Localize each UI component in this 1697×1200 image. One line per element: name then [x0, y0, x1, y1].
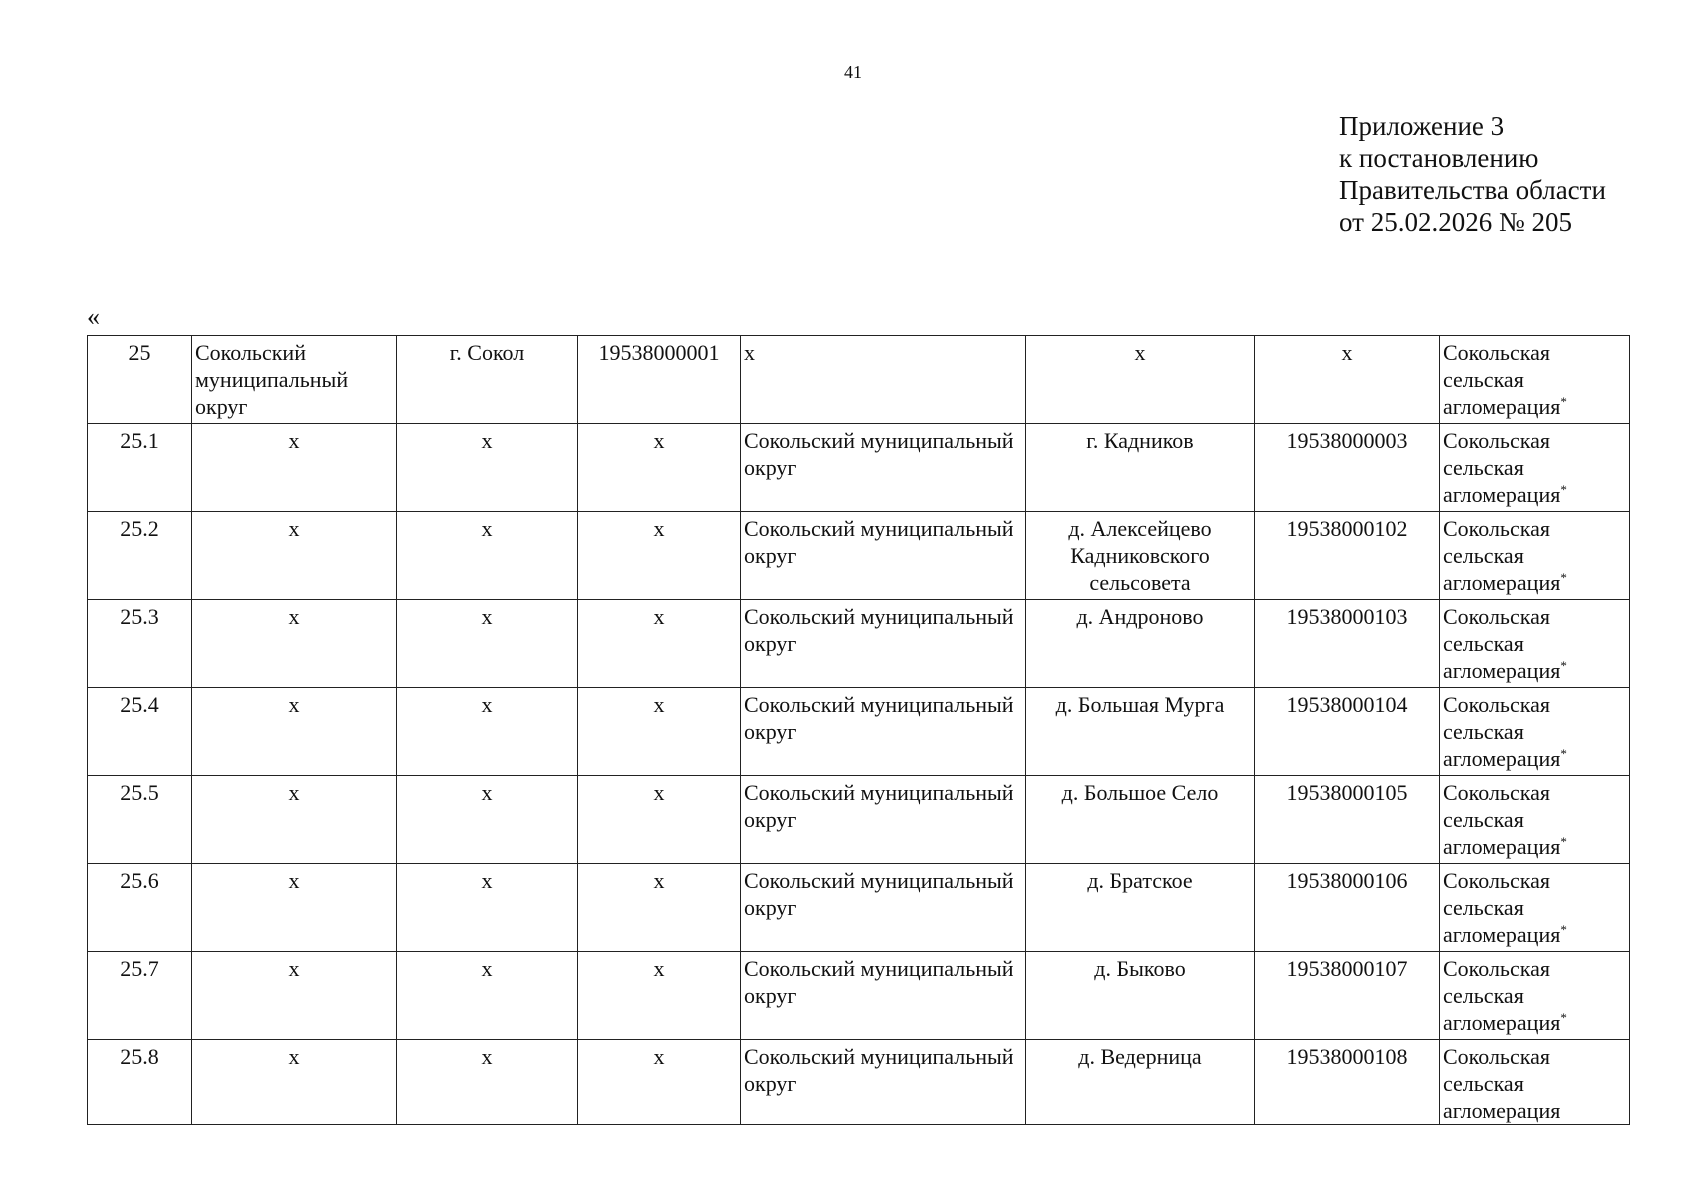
included-settlement-cell: д. Алексейцево Кадниковского сельсовета	[1026, 512, 1255, 600]
agglomeration-name: Сокольская сельская агломерация	[1443, 516, 1561, 595]
included-municipality-cell: Сокольский муниципальный округ	[741, 1040, 1026, 1125]
oktmo-code-cell: х	[578, 512, 741, 600]
footnote-mark: *	[1560, 922, 1567, 937]
included-settlement-cell: д. Большая Мурга	[1026, 688, 1255, 776]
row-number: 25.4	[88, 688, 192, 776]
included-settlement-cell: д. Ведерница	[1026, 1040, 1255, 1125]
municipality-cell: х	[192, 1040, 397, 1125]
municipality-cell: х	[192, 952, 397, 1040]
oktmo-code-cell: х	[578, 864, 741, 952]
row-number: 25.7	[88, 952, 192, 1040]
agglomeration-cell	[1440, 952, 1630, 1040]
appendix-line-2: к постановлению	[1339, 143, 1539, 173]
row-number: 25.3	[88, 600, 192, 688]
settlement-cell: х	[397, 776, 578, 864]
settlement-cell: х	[397, 864, 578, 952]
agglomeration-name: Сокольская сельская агломерация	[1443, 1044, 1561, 1123]
settlement-cell: х	[397, 600, 578, 688]
oktmo-code-cell: 19538000001	[578, 336, 741, 424]
included-oktmo-code-cell: 19538000105	[1255, 776, 1440, 864]
included-municipality-cell: х	[741, 336, 1026, 424]
settlement-cell: х	[397, 424, 578, 512]
agglomeration-name: Сокольская сельская агломерация	[1443, 340, 1561, 419]
included-settlement-cell: г. Кадников	[1026, 424, 1255, 512]
page-number: 41	[844, 62, 862, 82]
appendix-date-number: от 25.02.2026 № 205	[1339, 207, 1572, 237]
oktmo-code-cell: х	[578, 424, 741, 512]
agglomeration-cell	[1440, 336, 1630, 424]
municipality-cell: х	[192, 688, 397, 776]
included-municipality-cell: Сокольский муниципальный округ	[741, 776, 1026, 864]
settlement-cell: х	[397, 512, 578, 600]
table-row	[88, 952, 1630, 1040]
table-row	[88, 776, 1630, 864]
footnote-mark: *	[1560, 1010, 1567, 1025]
table-row	[88, 336, 1630, 424]
included-municipality-cell: Сокольский муниципальный округ	[741, 864, 1026, 952]
municipality-cell: Сокольский муниципальный округ	[192, 336, 397, 424]
included-oktmo-code-cell: 19538000107	[1255, 952, 1440, 1040]
table-row	[88, 688, 1630, 776]
included-oktmo-code-cell: х	[1255, 336, 1440, 424]
appendix-title: Приложение 3	[1339, 111, 1505, 141]
municipality-cell: х	[192, 512, 397, 600]
table-row	[88, 512, 1630, 600]
agglomeration-name: Сокольская сельская агломерация	[1443, 956, 1561, 1035]
included-municipality-cell: Сокольский муниципальный округ	[741, 600, 1026, 688]
included-settlement-cell: д. Быково	[1026, 952, 1255, 1040]
settlement-cell: х	[397, 1040, 578, 1125]
agglomeration-name: Сокольская сельская агломерация	[1443, 868, 1561, 947]
included-settlement-cell: х	[1026, 336, 1255, 424]
row-number: 25.2	[88, 512, 192, 600]
appendix-line-3: Правительства области	[1339, 175, 1606, 205]
row-number: 25.1	[88, 424, 192, 512]
table-row	[88, 1040, 1630, 1125]
row-number: 25.8	[88, 1040, 192, 1125]
appendix-header	[1339, 110, 1606, 238]
municipality-cell: х	[192, 600, 397, 688]
included-oktmo-code-cell: 19538000003	[1255, 424, 1440, 512]
agglomeration-cell	[1440, 776, 1630, 864]
oktmo-code-cell: х	[578, 1040, 741, 1125]
municipality-cell: х	[192, 864, 397, 952]
oktmo-code-cell: х	[578, 952, 741, 1040]
agglomeration-cell	[1440, 688, 1630, 776]
table-row	[88, 864, 1630, 952]
settlements-table	[87, 335, 1630, 1125]
agglomeration-name: Сокольская сельская агломерация	[1443, 780, 1561, 859]
opening-quote-mark: «	[87, 302, 100, 331]
settlement-cell: г. Сокол	[397, 336, 578, 424]
included-municipality-cell: Сокольский муниципальный округ	[741, 688, 1026, 776]
included-oktmo-code-cell: 19538000108	[1255, 1040, 1440, 1125]
included-oktmo-code-cell: 19538000102	[1255, 512, 1440, 600]
oktmo-code-cell: х	[578, 688, 741, 776]
included-municipality-cell: Сокольский муниципальный округ	[741, 424, 1026, 512]
settlement-cell: х	[397, 688, 578, 776]
agglomeration-cell	[1440, 1040, 1630, 1125]
agglomeration-name: Сокольская сельская агломерация	[1443, 428, 1561, 507]
oktmo-code-cell: х	[578, 600, 741, 688]
settlement-cell: х	[397, 952, 578, 1040]
agglomeration-cell	[1440, 512, 1630, 600]
included-oktmo-code-cell: 19538000103	[1255, 600, 1440, 688]
footnote-mark: *	[1560, 746, 1567, 761]
row-number: 25.6	[88, 864, 192, 952]
footnote-mark: *	[1560, 482, 1567, 497]
agglomeration-name: Сокольская сельская агломерация	[1443, 692, 1561, 771]
footnote-mark: *	[1560, 658, 1567, 673]
agglomeration-cell	[1440, 864, 1630, 952]
table-row	[88, 424, 1630, 512]
row-number: 25.5	[88, 776, 192, 864]
table-row	[88, 600, 1630, 688]
included-settlement-cell: д. Андроново	[1026, 600, 1255, 688]
oktmo-code-cell: х	[578, 776, 741, 864]
included-oktmo-code-cell: 19538000106	[1255, 864, 1440, 952]
included-municipality-cell: Сокольский муниципальный округ	[741, 952, 1026, 1040]
footnote-mark: *	[1560, 834, 1567, 849]
included-settlement-cell: д. Большое Село	[1026, 776, 1255, 864]
included-settlement-cell: д. Братское	[1026, 864, 1255, 952]
agglomeration-cell	[1440, 600, 1630, 688]
included-oktmo-code-cell: 19538000104	[1255, 688, 1440, 776]
municipality-cell: х	[192, 776, 397, 864]
footnote-mark: *	[1560, 570, 1567, 585]
footnote-mark: *	[1560, 394, 1567, 409]
included-municipality-cell: Сокольский муниципальный округ	[741, 512, 1026, 600]
agglomeration-name: Сокольская сельская агломерация	[1443, 604, 1561, 683]
municipality-cell: х	[192, 424, 397, 512]
agglomeration-cell	[1440, 424, 1630, 512]
row-number: 25	[88, 336, 192, 424]
